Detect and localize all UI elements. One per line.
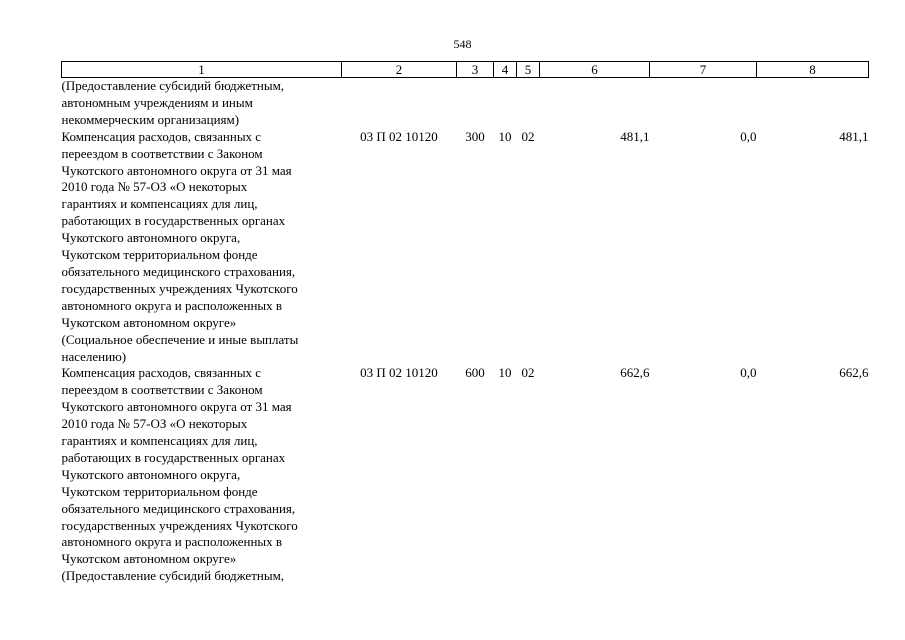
row-expense-type: 300 bbox=[465, 128, 485, 144]
budget-table bbox=[61, 61, 869, 585]
description-line: (Предоставление субсидий бюджетным, bbox=[61, 568, 285, 584]
column-header-1: 1 bbox=[62, 62, 342, 78]
row-value-col8: 481,1 bbox=[839, 128, 869, 144]
row-value-col7: 0,0 bbox=[740, 365, 757, 381]
table-row bbox=[62, 78, 869, 129]
row-value-col7 bbox=[650, 78, 757, 129]
description-line: Чукотском территориальном фонде bbox=[61, 483, 258, 499]
column-header-2: 2 bbox=[342, 62, 457, 78]
row-value-col7: 0,0 bbox=[740, 128, 757, 144]
description-line: 2010 года № 57-ОЗ «О некоторых bbox=[61, 179, 248, 195]
description-line: переездом в соответствии с Законом bbox=[61, 382, 263, 398]
row-value-col6 bbox=[540, 78, 650, 129]
description-line: населению) bbox=[61, 348, 127, 364]
page-number: 548 bbox=[453, 37, 472, 51]
row-value-col6: 662,6 bbox=[620, 365, 650, 381]
column-header-4: 4 bbox=[494, 62, 517, 78]
row-subsection: 02 bbox=[521, 128, 535, 144]
description-line: переездом в соответствии с Законом bbox=[61, 145, 263, 161]
description-line: Чукотском автономном округе» bbox=[61, 314, 237, 330]
description-line: государственных учреждениях Чукотского bbox=[61, 280, 298, 296]
row-target-code: 03 П 02 10120 bbox=[360, 128, 438, 144]
description-line: Чукотского автономного округа, bbox=[61, 466, 241, 482]
row-value-col6: 481,1 bbox=[620, 128, 650, 144]
description-line: (Социальное обеспечение и иные выплаты bbox=[61, 331, 299, 347]
description-line: автономного округа и расположенных в bbox=[61, 534, 283, 550]
row-target-code: 03 П 02 10120 bbox=[360, 365, 438, 381]
description-line: автономного округа и расположенных в bbox=[61, 297, 283, 313]
description-line: некоммерческим организациям) bbox=[61, 111, 240, 127]
row-section bbox=[494, 78, 517, 129]
row-section: 10 bbox=[498, 128, 512, 144]
description-line: работающих в государственных органах bbox=[61, 449, 286, 465]
column-header-3: 3 bbox=[457, 62, 494, 78]
column-header-5: 5 bbox=[517, 62, 540, 78]
description-line: Чукотского автономного округа, bbox=[61, 230, 241, 246]
row-description bbox=[62, 129, 342, 366]
description-line: Чукотского автономного округа от 31 мая bbox=[61, 399, 292, 415]
row-description bbox=[62, 78, 342, 129]
table-row bbox=[62, 365, 869, 585]
description-line: гарантиях и компенсациях для лиц, bbox=[61, 433, 258, 449]
row-value-col8: 662,6 bbox=[839, 365, 869, 381]
row-expense-type bbox=[457, 78, 494, 129]
description-line: Компенсация расходов, связанных с bbox=[61, 128, 262, 144]
description-line: Компенсация расходов, связанных с bbox=[61, 365, 262, 381]
row-section: 10 bbox=[498, 365, 512, 381]
row-value-col8 bbox=[757, 78, 869, 129]
row-expense-type: 600 bbox=[465, 365, 485, 381]
column-header-6: 6 bbox=[540, 62, 650, 78]
description-line: обязательного медицинского страхования, bbox=[61, 500, 296, 516]
description-line: Чукотском территориальном фонде bbox=[61, 247, 258, 263]
row-target-code bbox=[342, 78, 457, 129]
description-line: государственных учреждениях Чукотского bbox=[61, 517, 298, 533]
description-line: 2010 года № 57-ОЗ «О некоторых bbox=[61, 416, 248, 432]
description-line: Чукотском автономном округе» bbox=[61, 551, 237, 567]
description-line: (Предоставление субсидий бюджетным, bbox=[61, 78, 285, 93]
row-subsection: 02 bbox=[521, 365, 535, 381]
table-header-row bbox=[62, 62, 869, 78]
row-subsection bbox=[517, 78, 540, 129]
table-row bbox=[62, 129, 869, 366]
description-line: автономным учреждениям и иным bbox=[61, 94, 253, 110]
description-line: работающих в государственных органах bbox=[61, 213, 286, 229]
column-header-7: 7 bbox=[650, 62, 757, 78]
row-description bbox=[62, 365, 342, 585]
description-line: обязательного медицинского страхования, bbox=[61, 263, 296, 279]
description-line: Чукотского автономного округа от 31 мая bbox=[61, 162, 292, 178]
column-header-8: 8 bbox=[757, 62, 869, 78]
description-line: гарантиях и компенсациях для лиц, bbox=[61, 196, 258, 212]
